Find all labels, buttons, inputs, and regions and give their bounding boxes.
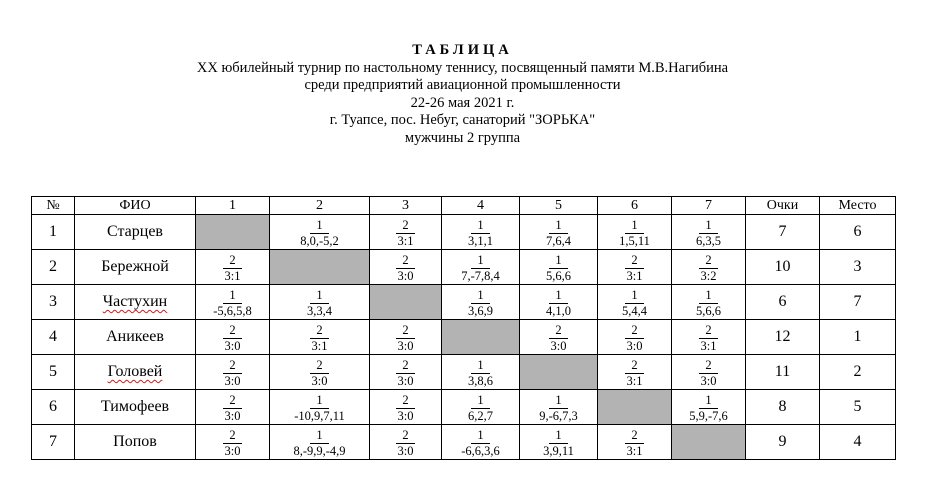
self-match-cell — [520, 355, 598, 390]
match-result — [396, 429, 414, 458]
match-score: 7,-7,8,4 — [461, 269, 500, 283]
place-cell: 2 — [820, 355, 896, 390]
match-points: 2 — [223, 394, 241, 409]
player-number-cell: 5 — [32, 355, 75, 390]
match-points: 1 — [471, 254, 489, 269]
match-result-cell — [598, 285, 672, 320]
match-result-cell — [370, 355, 442, 390]
player-name: Аникеев — [106, 328, 164, 345]
match-score: 3:0 — [397, 374, 414, 388]
match-score: -6,6,3,6 — [461, 444, 500, 458]
match-points: 1 — [549, 289, 567, 304]
match-result-cell — [520, 285, 598, 320]
player-name: Попов — [113, 433, 157, 450]
match-result-cell — [370, 425, 442, 460]
match-result-cell — [196, 355, 270, 390]
self-match-cell — [270, 250, 370, 285]
match-points: 2 — [699, 324, 717, 339]
match-result-cell — [370, 250, 442, 285]
match-points: 2 — [625, 324, 643, 339]
match-result-cell — [270, 320, 370, 355]
match-points: 2 — [223, 429, 241, 444]
match-result-cell — [520, 250, 598, 285]
match-result-cell — [370, 320, 442, 355]
match-score: 3:0 — [550, 339, 567, 353]
match-score: 7,6,4 — [546, 234, 571, 248]
match-score: 3:0 — [397, 339, 414, 353]
player-number-cell: 1 — [32, 215, 75, 250]
match-score: 3:0 — [397, 269, 414, 283]
match-result — [539, 394, 578, 423]
match-points: 1 — [471, 429, 489, 444]
match-result-cell — [196, 320, 270, 355]
match-points: 1 — [310, 289, 328, 304]
column-header-name: ФИО — [75, 197, 196, 215]
match-result — [625, 324, 643, 353]
match-score: 8,-9,9,-4,9 — [293, 444, 346, 458]
match-score: 3:1 — [626, 269, 643, 283]
document-title: ТАБЛИЦА — [412, 42, 513, 58]
match-score: 3:0 — [224, 444, 241, 458]
match-result-cell — [196, 285, 270, 320]
player-number-cell: 7 — [32, 425, 75, 460]
table-row — [32, 390, 896, 425]
points-cell: 9 — [746, 425, 820, 460]
match-result — [468, 359, 493, 388]
match-score: 3:0 — [224, 339, 241, 353]
player-name-cell — [75, 215, 196, 250]
self-match-cell — [442, 320, 520, 355]
match-result-cell — [598, 425, 672, 460]
match-result — [625, 359, 643, 388]
match-result-cell — [196, 390, 270, 425]
match-result-cell — [442, 425, 520, 460]
match-result-cell — [442, 285, 520, 320]
match-points: 1 — [549, 394, 567, 409]
document-header — [0, 42, 925, 147]
tournament-name-line: XX юбилейный турнир по настольному теннису, посвященный памяти М.В.Нагибина — [196, 59, 729, 76]
player-name: Тимофеев — [100, 398, 170, 415]
player-name: Старцев — [107, 223, 163, 240]
self-match-cell — [598, 390, 672, 425]
match-score: 3:2 — [700, 269, 717, 283]
match-result — [622, 289, 647, 318]
place-cell: 4 — [820, 425, 896, 460]
player-name-cell — [75, 250, 196, 285]
match-result-cell — [520, 215, 598, 250]
match-result-cell — [672, 215, 746, 250]
match-result — [396, 219, 414, 248]
match-result-cell — [442, 250, 520, 285]
match-points: 2 — [396, 254, 414, 269]
tournament-location-line: г. Туапсе, пос. Небуг, санаторий "ЗОРЬКА" — [329, 112, 596, 128]
match-result — [696, 219, 721, 248]
match-points: 1 — [549, 219, 567, 234]
column-header-opponent-1: 1 — [196, 197, 270, 215]
match-result-cell — [442, 390, 520, 425]
match-result — [461, 429, 500, 458]
place-cell: 5 — [820, 390, 896, 425]
match-result-cell — [672, 285, 746, 320]
match-points: 2 — [549, 324, 567, 339]
column-header-opponent-5: 5 — [520, 197, 598, 215]
match-result — [396, 359, 414, 388]
match-score: 3,1,1 — [468, 234, 493, 248]
match-result — [461, 254, 500, 283]
tournament-participants-line: среди предприятий авиационной промышленности — [304, 77, 621, 93]
match-result-cell — [520, 425, 598, 460]
column-header-opponent-4: 4 — [442, 197, 520, 215]
match-score: 3:1 — [224, 269, 241, 283]
place-cell: 6 — [820, 215, 896, 250]
match-result — [223, 254, 241, 283]
match-result-cell — [598, 250, 672, 285]
match-result-cell — [442, 355, 520, 390]
table-row — [32, 355, 896, 390]
match-result — [300, 219, 339, 248]
match-points: 1 — [471, 289, 489, 304]
self-match-cell — [370, 285, 442, 320]
match-result — [546, 254, 571, 283]
points-cell: 6 — [746, 285, 820, 320]
player-name: Бережной — [101, 258, 169, 275]
table-body — [32, 215, 896, 460]
match-points: 1 — [549, 254, 567, 269]
match-score: 4,1,0 — [546, 304, 571, 318]
match-score: 6,3,5 — [696, 234, 721, 248]
match-score: 3:1 — [311, 339, 328, 353]
column-header-opponent-6: 6 — [598, 197, 672, 215]
match-points: 1 — [699, 289, 717, 304]
match-points: 2 — [223, 359, 241, 374]
match-result — [468, 289, 493, 318]
column-header-opponent-3: 3 — [370, 197, 442, 215]
column-header-opponent-7: 7 — [672, 197, 746, 215]
player-name: Головей — [107, 363, 163, 380]
match-result-cell — [520, 320, 598, 355]
match-result-cell — [672, 355, 746, 390]
points-cell: 11 — [746, 355, 820, 390]
match-result-cell — [598, 215, 672, 250]
match-points: 2 — [699, 359, 717, 374]
match-result-cell — [270, 215, 370, 250]
match-points: 2 — [625, 254, 643, 269]
match-score: 3,3,4 — [307, 304, 332, 318]
player-number-cell: 6 — [32, 390, 75, 425]
match-result — [625, 429, 643, 458]
match-result-cell — [672, 320, 746, 355]
table-row — [32, 320, 896, 355]
player-name-cell — [75, 425, 196, 460]
match-result — [468, 394, 493, 423]
match-points: 1 — [310, 219, 328, 234]
self-match-cell — [672, 425, 746, 460]
match-result — [307, 289, 332, 318]
match-score: 6,2,7 — [468, 409, 493, 423]
match-points: 1 — [625, 289, 643, 304]
player-name-cell — [75, 355, 196, 390]
match-result-cell — [598, 355, 672, 390]
match-result — [619, 219, 650, 248]
player-name-cell — [75, 390, 196, 425]
match-points: 1 — [625, 219, 643, 234]
match-score: 3:1 — [626, 374, 643, 388]
match-result — [546, 219, 571, 248]
points-cell: 7 — [746, 215, 820, 250]
match-result — [468, 219, 493, 248]
match-score: 1,5,11 — [619, 234, 650, 248]
match-result-cell — [196, 250, 270, 285]
match-score: 3:0 — [700, 374, 717, 388]
match-score: 3:0 — [224, 374, 241, 388]
player-name-cell — [75, 320, 196, 355]
player-number-cell: 3 — [32, 285, 75, 320]
place-cell: 3 — [820, 250, 896, 285]
match-points: 1 — [223, 289, 241, 304]
match-points: 2 — [625, 359, 643, 374]
table-row — [32, 215, 896, 250]
match-score: 3:0 — [311, 374, 328, 388]
player-number-cell: 2 — [32, 250, 75, 285]
match-result-cell — [598, 320, 672, 355]
match-score: 8,0,-5,2 — [300, 234, 339, 248]
match-points: 1 — [699, 394, 717, 409]
match-score: 5,4,4 — [622, 304, 647, 318]
match-score: 9,-6,7,3 — [539, 409, 578, 423]
match-points: 2 — [396, 394, 414, 409]
tournament-group-line: мужчины 2 группа — [404, 129, 521, 146]
match-points: 1 — [699, 219, 717, 234]
match-score: 3:0 — [626, 339, 643, 353]
match-result-cell — [442, 215, 520, 250]
match-points: 2 — [223, 324, 241, 339]
column-header-number: № — [32, 197, 75, 215]
match-result-cell — [672, 390, 746, 425]
match-result — [294, 394, 345, 423]
match-points: 2 — [310, 324, 328, 339]
player-name-cell — [75, 285, 196, 320]
match-score: 3:0 — [397, 444, 414, 458]
match-score: 5,6,6 — [546, 269, 571, 283]
points-cell: 12 — [746, 320, 820, 355]
match-points: 2 — [396, 219, 414, 234]
match-result-cell — [672, 250, 746, 285]
match-result — [396, 254, 414, 283]
match-result — [546, 289, 571, 318]
match-result-cell — [270, 390, 370, 425]
match-score: 5,6,6 — [696, 304, 721, 318]
match-score: 3:1 — [397, 234, 414, 248]
column-header-points: Очки — [746, 197, 820, 215]
match-score: 3,8,6 — [468, 374, 493, 388]
match-score: 3,9,11 — [543, 444, 574, 458]
player-number-cell: 4 — [32, 320, 75, 355]
match-score: 3,6,9 — [468, 304, 493, 318]
place-cell: 1 — [820, 320, 896, 355]
match-points: 1 — [471, 219, 489, 234]
match-result — [310, 324, 328, 353]
match-result — [549, 324, 567, 353]
match-result — [696, 289, 721, 318]
match-result-cell — [270, 425, 370, 460]
match-result-cell — [370, 215, 442, 250]
match-points: 1 — [471, 394, 489, 409]
match-points: 2 — [396, 429, 414, 444]
match-score: 3:1 — [700, 339, 717, 353]
match-result — [293, 429, 345, 458]
match-result-cell — [270, 355, 370, 390]
self-match-cell — [196, 215, 270, 250]
table-row — [32, 425, 896, 460]
match-points: 2 — [396, 324, 414, 339]
match-result — [689, 394, 728, 423]
results-table — [31, 196, 896, 460]
match-result — [223, 359, 241, 388]
match-score: 5,9,-7,6 — [689, 409, 728, 423]
match-score: 3:0 — [397, 409, 414, 423]
match-points: 1 — [471, 359, 489, 374]
match-result-cell — [520, 390, 598, 425]
match-result-cell — [370, 390, 442, 425]
match-result — [699, 254, 717, 283]
table-row — [32, 285, 896, 320]
match-result — [699, 359, 717, 388]
match-result-cell — [270, 285, 370, 320]
column-header-opponent-2: 2 — [270, 197, 370, 215]
match-result — [223, 429, 241, 458]
match-result — [543, 429, 574, 458]
place-cell: 7 — [820, 285, 896, 320]
match-result — [396, 394, 414, 423]
points-cell: 8 — [746, 390, 820, 425]
match-result — [396, 324, 414, 353]
match-points: 2 — [625, 429, 643, 444]
match-result — [213, 289, 252, 318]
header-row — [32, 197, 896, 215]
match-score: 3:0 — [224, 409, 241, 423]
match-result — [223, 324, 241, 353]
match-points: 2 — [699, 254, 717, 269]
match-result — [699, 324, 717, 353]
match-points: 1 — [310, 429, 328, 444]
match-result — [310, 359, 328, 388]
match-points: 2 — [223, 254, 241, 269]
player-name: Частухин — [102, 293, 168, 310]
table-row — [32, 250, 896, 285]
column-header-place: Место — [820, 197, 896, 215]
match-points: 2 — [310, 359, 328, 374]
match-points: 1 — [310, 394, 328, 409]
match-score: 3:1 — [626, 444, 643, 458]
match-points: 1 — [549, 429, 567, 444]
match-points: 2 — [396, 359, 414, 374]
tournament-dates-line: 22-26 мая 2021 г. — [410, 94, 515, 111]
match-score: -10,9,7,11 — [294, 409, 345, 423]
points-cell: 10 — [746, 250, 820, 285]
match-result — [223, 394, 241, 423]
match-result-cell — [196, 425, 270, 460]
match-score: -5,6,5,8 — [213, 304, 252, 318]
match-result — [625, 254, 643, 283]
